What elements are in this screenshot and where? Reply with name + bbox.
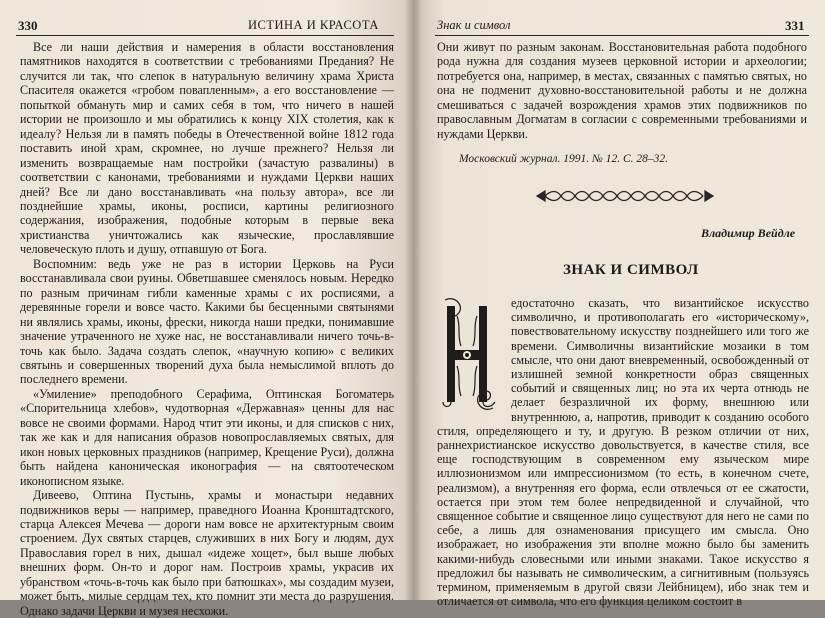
paragraph: едостаточно сказать, что византийское искусство символично, и противополагать его «историческому», повествовательному искусству позднейшего или того же времени. Символичны византийские мозаики в том смысле, что они дают вневременный, освобожденный от излишней земной конкретности образ священных событий и священных лиц; но эта их черта отнюдь не делает безразличной их форму, внешнюю или внутреннюю, а, напротив, приводит к созданию особого стиля, определяющего и ту, и другую. В резком отличии от них, раннехристианское искусство довольствуется, в качестве стиля, все еще господствующим в современном ему языческом мире иллюзионизмом или импрессионизмом (то есть, в конечном счете, реализмом), а внутренняя его форма, если отвлечься от ее сжатости, остается при этом тем более непредвиденной и случайной, что священное событие и священное лицо существуют для него не сами по себе, а лишь для ознаменования присущего им смысла. Оно изображает, но изображения эти вполне можно было бы заменить какими-нибудь словесными или иными знаками. Такое искусство я предложил бы называть не символическим, а сигнитивным (пользуясь термином, применяемым в другой связи Лейбницем), ибо знак тем и отличается от символа, что его функция целиком состоит в: [437, 296, 809, 609]
author-name: Владимир Вейдле: [701, 226, 796, 240]
header-rule-left: [16, 35, 394, 36]
running-title-right: Знак и символ: [437, 18, 511, 32]
book-spine: [404, 0, 422, 600]
page-number-left: 330: [18, 18, 38, 33]
paragraph: Дивеево, Оптина Пустынь, храмы и монастыри недавних подвижников веры — например, праведного Иоанна Кронштадтского, старца Алексея Мечева — дороги нам вовсе не архитектурным своим строением. Дух святых старцев, служивших в них Богу и людям, дух Православия горел в них, дышал «идеже хощет», был выше любых внешних форм. Он-то и дорог нам. Построив храмы, украсив их убранством «точь-в-точь как было при батюшках», мы создадим музеи, может быть, милые сердцам тех, кто помнит эти места до разрушения. Однако задачи Церкви и музея несхожи.: [20, 488, 394, 618]
left-body-text: [20, 40, 394, 618]
paragraph: Воспомним: ведь уже не раз в истории Церковь на Руси восстанавливала свои руины. Обветшавшее сменялось новым. Нередко по разным причинам гибли каменные храмы с их росписями, а деревянные горели и вовсе часто. Какими бы бесценными святынями ни являлись храмы, иконы, фрески, никогда наши предки, понимавшие значение утраченного не хуже нас, не восстанавливали ничего точь-в-точь как было. Задача создать слепок, «научную копию» с великих святынь и совершенных творений духа была немыслимой вплоть до последнего времени.: [20, 256, 394, 387]
header-rule-right: [435, 35, 809, 36]
right-top-text: [437, 40, 807, 141]
running-title-left: ИСТИНА И КРАСОТА: [248, 18, 379, 32]
ornament-divider-icon: [535, 188, 715, 204]
article-title: ЗНАК И СИМВОЛ: [563, 262, 699, 278]
citation: Московский журнал. 1991. № 12. С. 28–32.: [459, 153, 669, 165]
drop-cap-ornament-icon: [437, 296, 501, 412]
paragraph: Все ли наши действия и намерения в области восстановления памятников находятся в соответствии с требованиями Предания? Не случится ли так, что слепок в натуральную величину храма Христа Спасителя окажется «гробом повапленным», а его восстановление — попыткой обмануть мир и самих себя в том, что ничего в нашей истории не произошло и мы обратились к концу XIX столетия, как к идеалу? Нельзя ли в память победы в Отечественной войне 1812 года поставить иной храм, скромнее, но лучше прежнего? Нельзя ли изменить возвращаемые нам постройки (зачастую развалины) в соответствии с канонами, требованиями и нуждами Церкви наших дней? Все ли дано восстанавливать «на пользу автора», все ли позднейшие храмы, иконы, росписи, картины религиозного содержания, изображения, подобные которым в первые века христианства уничтожались как языческие, прославлявшие человеческую плоть и душу, отпавшую от Бога.: [20, 40, 394, 257]
paragraph: «Умиление» преподобного Серафима, Оптинская Богоматерь «Спорительница хлебов», чудотворная «Державная» ценны для нас вовсе не своими формами. Народ чтит эти иконы, и для списков с них, так же как и для написания образов новопрославляемых святых, для икон новых церковных праздников (например, Крещение Руси), должна быть найдена каноническая иконография — на святоотеческом иконописном языке.: [20, 386, 394, 488]
page-number-right: 331: [785, 18, 805, 33]
right-page: [413, 0, 825, 609]
article-body: [437, 296, 809, 608]
paragraph: Они живут по разным законам. Восстановительная работа подобного рода нужна для создания музеев церковной истории и археологии; потребуется она, например, в местах, связанных с памятью святых, но она не подменит духовно-восстановительной работы и не должна смешиваться с задачей возрождения храмов этих подвижников по православным Догматам в согласии с современными требованиями и нуждами Церкви.: [437, 40, 807, 141]
